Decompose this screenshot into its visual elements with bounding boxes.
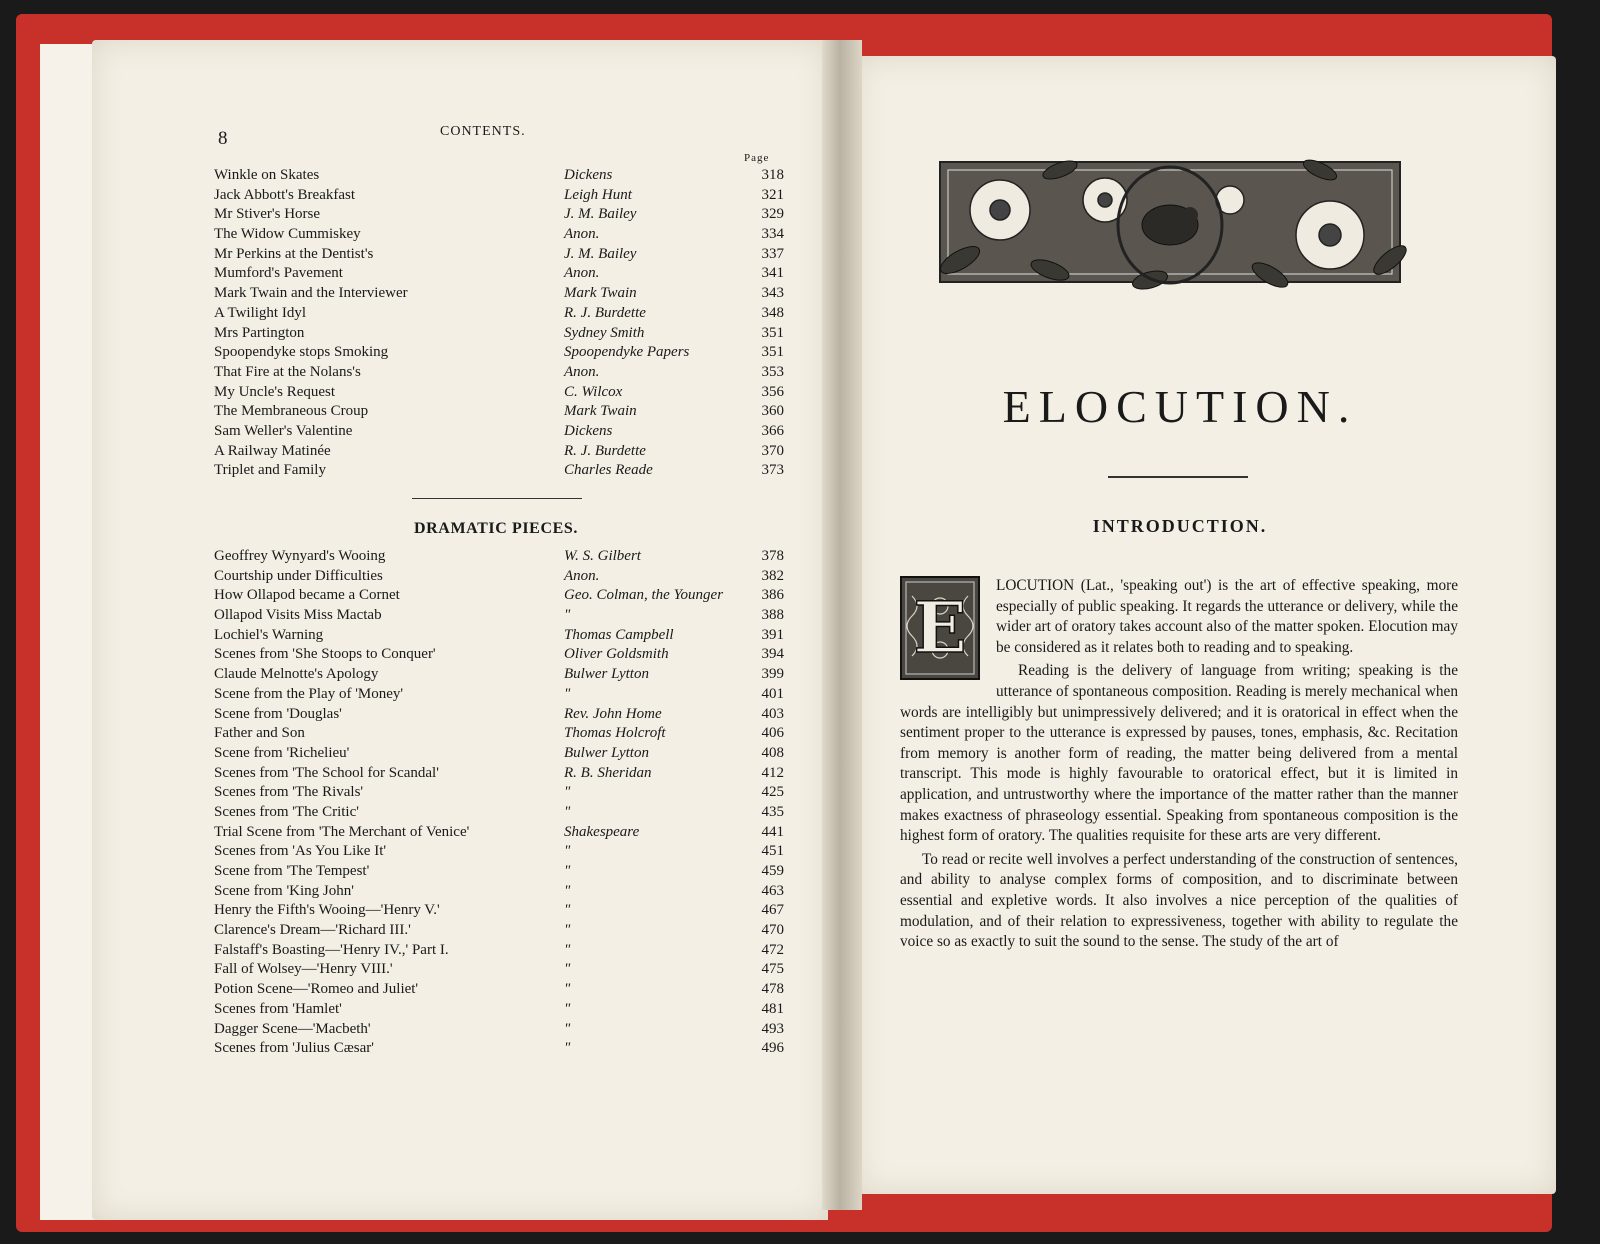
toc-entry-page: 493 xyxy=(761,1020,784,1037)
toc-entry xyxy=(214,784,784,804)
paragraph-3: To read or recite well involves a perfect understanding of the construction of sentences, and ability to analyse complex forms of composition, and to discriminate between essential and expletive words. It also involves a nice perception of the qualities of modulation, and of their relation to expressiveness, together with ability to regulate the voice so as exactly to suit the sound to the sense. The study of the art of xyxy=(900,850,1458,951)
toc-entry-author: " xyxy=(564,843,571,860)
toc-entry-page: 425 xyxy=(761,784,784,801)
toc-entry-title: Dagger Scene—'Macbeth' xyxy=(214,1020,371,1037)
toc-entry-author: Bulwer Lytton xyxy=(564,744,649,761)
toc-entry xyxy=(214,206,784,226)
toc-entry-title: Clarence's Dream—'Richard III.' xyxy=(214,922,411,939)
toc-entry-title: Scenes from 'The Critic' xyxy=(214,803,359,820)
toc-entry-page: 321 xyxy=(761,186,784,203)
toc-entry xyxy=(214,325,784,345)
svg-text:E: E xyxy=(913,586,967,669)
toc-entry xyxy=(214,246,784,266)
toc-entry-page: 370 xyxy=(761,442,784,459)
toc-entry-author: " xyxy=(564,902,571,919)
toc-entry-author: " xyxy=(564,882,571,899)
toc-entry-page: 353 xyxy=(761,363,784,380)
toc-entry xyxy=(214,843,784,863)
toc-entry-page: 435 xyxy=(761,803,784,820)
toc-entry-author: Oliver Goldsmith xyxy=(564,646,669,663)
toc-entry xyxy=(214,167,784,187)
toc-entry-author: Shakespeare xyxy=(564,823,640,840)
toc-entry-title: Mark Twain and the Interviewer xyxy=(214,285,408,302)
toc-entry-page: 351 xyxy=(761,324,784,341)
toc-entry xyxy=(214,804,784,824)
toc-entry xyxy=(214,706,784,726)
toc-entry-page: 318 xyxy=(761,167,784,183)
toc-entry-author: " xyxy=(564,784,571,801)
toc-entry xyxy=(214,1001,784,1021)
toc-entry-page: 406 xyxy=(761,725,784,742)
toc-entry-title: Trial Scene from 'The Merchant of Venice' xyxy=(214,823,470,840)
toc-entry-title: Spoopendyke stops Smoking xyxy=(214,344,389,361)
toc-entry-author: Spoopendyke Papers xyxy=(564,344,690,361)
toc-entry-title: Fall of Wolsey—'Henry VIII.' xyxy=(214,961,393,978)
toc-entry xyxy=(214,587,784,607)
toc-entry-author: Thomas Holcroft xyxy=(564,725,666,742)
toc-entry-page: 386 xyxy=(761,587,784,604)
toc-entry xyxy=(214,686,784,706)
toc-entry-author: Mark Twain xyxy=(564,285,637,302)
toc-entry-page: 478 xyxy=(761,981,784,998)
toc-entry-author: C. Wilcox xyxy=(564,383,623,400)
toc-entry-title: Mrs Partington xyxy=(214,324,305,341)
toc-entry xyxy=(214,666,784,686)
drop-cap-ornament xyxy=(900,576,980,680)
toc-entry-page: 403 xyxy=(761,705,784,722)
toc-entry-page: 341 xyxy=(761,265,784,282)
toc-entry xyxy=(214,403,784,423)
toc-entry-author: R. J. Burdette xyxy=(564,442,646,459)
toc-entry-author: " xyxy=(564,1040,571,1057)
toc-entry-title: Triplet and Family xyxy=(214,462,326,479)
paragraph-1: LOCUTION (Lat., 'speaking out') is the art of effective speaking, more especially of public speaking. It regards the utterance or delivery, while the wider art of oratory takes account also of the matter spoken. Elocution may be considered as it relates both to reading and to speaking. xyxy=(996,577,1458,656)
toc-entry-page: 329 xyxy=(761,206,784,223)
toc-entry xyxy=(214,922,784,942)
toc-entry-author: J. M. Bailey xyxy=(564,245,637,262)
toc-entry-page: 366 xyxy=(761,422,784,439)
toc-entry-title: Scenes from 'As You Like It' xyxy=(214,843,387,860)
toc-entry-page: 481 xyxy=(761,1000,784,1017)
toc-entry-author: J. M. Bailey xyxy=(564,206,637,223)
toc-entry-author: Dickens xyxy=(564,167,613,183)
toc-entry-author: " xyxy=(564,685,571,702)
toc-entry-title: How Ollapod became a Cornet xyxy=(214,587,400,604)
toc-entry-title: Scene from 'King John' xyxy=(214,882,354,899)
toc-entry-page: 408 xyxy=(761,744,784,761)
toc-entry-title: Ollapod Visits Miss Mactab xyxy=(214,607,382,624)
toc-entry-page: 337 xyxy=(761,245,784,262)
toc-entry-page: 356 xyxy=(761,383,784,400)
toc-entry-title: Mr Perkins at the Dentist's xyxy=(214,245,374,262)
toc-entry-title: Scene from 'The Tempest' xyxy=(214,863,370,879)
toc-entry-page: 360 xyxy=(761,403,784,420)
toc-entry-title: A Twilight Idyl xyxy=(214,304,307,321)
toc-entry-title: Lochiel's Warning xyxy=(214,626,324,643)
toc-entry-author: " xyxy=(564,981,571,998)
toc-entry-author: Leigh Hunt xyxy=(564,186,632,203)
toc-entry-title: Father and Son xyxy=(214,725,305,742)
toc-entry xyxy=(214,627,784,647)
toc-entry-page: 394 xyxy=(761,646,784,663)
toc-entry-title: The Membraneous Croup xyxy=(214,403,369,420)
book-gutter xyxy=(822,40,862,1210)
contents-list-dramatic xyxy=(214,548,784,1060)
section-divider xyxy=(412,498,582,499)
toc-entry xyxy=(214,646,784,666)
chapter-title: ELOCUTION. xyxy=(1002,381,1358,432)
title-rule xyxy=(1108,476,1248,478)
toc-entry-author: " xyxy=(564,961,571,978)
toc-entry-title: Scenes from 'The Rivals' xyxy=(214,784,364,801)
toc-entry xyxy=(214,568,784,588)
toc-entry-page: 399 xyxy=(761,666,784,683)
toc-entry xyxy=(214,187,784,207)
toc-entry-page: 348 xyxy=(761,304,784,321)
toc-entry-title: My Uncle's Request xyxy=(214,383,336,400)
toc-entry xyxy=(214,285,784,305)
toc-entry xyxy=(214,942,784,962)
page-column-label: Page xyxy=(744,152,770,164)
toc-entry-page: 441 xyxy=(761,823,784,840)
toc-entry-title: Falstaff's Boasting—'Henry IV.,' Part I. xyxy=(214,941,449,958)
toc-entry xyxy=(214,745,784,765)
toc-entry-page: 472 xyxy=(761,941,784,958)
toc-entry-author: Bulwer Lytton xyxy=(564,666,649,683)
toc-entry-title: Scenes from 'She Stoops to Conquer' xyxy=(214,646,436,663)
toc-entry-title: The Widow Cummiskey xyxy=(214,226,361,243)
toc-entry xyxy=(214,961,784,981)
toc-entry-author: Anon. xyxy=(564,363,600,380)
toc-entry-page: 467 xyxy=(761,902,784,919)
toc-entry-page: 459 xyxy=(761,863,784,879)
toc-entry-page: 401 xyxy=(761,685,784,702)
toc-entry xyxy=(214,883,784,903)
toc-entry xyxy=(214,824,784,844)
toc-entry-title: Sam Weller's Valentine xyxy=(214,422,353,439)
toc-entry-title: Mumford's Pavement xyxy=(214,265,343,282)
toc-entry xyxy=(214,384,784,404)
section-title: DRAMATIC PIECES. xyxy=(414,520,578,537)
toc-entry-author: Anon. xyxy=(564,567,600,584)
toc-entry-page: 378 xyxy=(761,548,784,564)
toc-entry-title: Scenes from 'Julius Cæsar' xyxy=(214,1040,374,1057)
toc-entry-page: 382 xyxy=(761,567,784,584)
toc-entry-title: That Fire at the Nolans's xyxy=(214,363,361,380)
toc-entry-author: Thomas Campbell xyxy=(564,626,674,643)
toc-entry-author: Sydney Smith xyxy=(564,324,645,341)
toc-entry-page: 334 xyxy=(761,226,784,243)
toc-entry xyxy=(214,364,784,384)
floral-ornament-banner xyxy=(930,150,1410,310)
toc-entry xyxy=(214,981,784,1001)
page-number: 8 xyxy=(218,128,228,149)
toc-entry-author: Mark Twain xyxy=(564,403,637,420)
toc-entry-author: " xyxy=(564,803,571,820)
toc-entry-author: Dickens xyxy=(564,422,613,439)
toc-entry-author: " xyxy=(564,863,571,879)
toc-entry xyxy=(214,607,784,627)
toc-entry-author: R. B. Sheridan xyxy=(564,764,652,781)
toc-entry-title: Geoffrey Wynyard's Wooing xyxy=(214,548,386,564)
toc-entry xyxy=(214,305,784,325)
toc-entry xyxy=(214,226,784,246)
toc-entry xyxy=(214,902,784,922)
toc-entry xyxy=(214,344,784,364)
toc-entry-page: 351 xyxy=(761,344,784,361)
toc-entry-title: A Railway Matinée xyxy=(214,442,331,459)
running-header: CONTENTS. xyxy=(440,124,526,139)
toc-entry-author: W. S. Gilbert xyxy=(564,548,641,564)
toc-entry-page: 463 xyxy=(761,882,784,899)
toc-entry-title: Scene from 'Douglas' xyxy=(214,705,342,722)
toc-entry-page: 451 xyxy=(761,843,784,860)
toc-entry-author: " xyxy=(564,607,571,624)
toc-entry-title: Winkle on Skates xyxy=(214,167,320,183)
toc-entry-author: R. J. Burdette xyxy=(564,304,646,321)
toc-entry xyxy=(214,765,784,785)
body-text xyxy=(900,576,1458,956)
toc-entry-author: " xyxy=(564,1020,571,1037)
toc-entry-page: 496 xyxy=(761,1040,784,1057)
toc-entry xyxy=(214,1021,784,1041)
toc-entry-title: Scene from 'Richelieu' xyxy=(214,744,350,761)
toc-entry-author: Rev. John Home xyxy=(564,705,662,722)
toc-entry-author: " xyxy=(564,1000,571,1017)
toc-entry-author: Anon. xyxy=(564,226,600,243)
toc-entry xyxy=(214,265,784,285)
toc-entry-page: 388 xyxy=(761,607,784,624)
contents-list-humorous xyxy=(214,167,784,482)
toc-entry-page: 470 xyxy=(761,922,784,939)
toc-entry-page: 475 xyxy=(761,961,784,978)
toc-entry-page: 412 xyxy=(761,764,784,781)
toc-entry-author: Charles Reade xyxy=(564,462,653,479)
chapter-subtitle: INTRODUCTION. xyxy=(1092,516,1268,536)
toc-entry-page: 343 xyxy=(761,285,784,302)
toc-entry-title: Jack Abbott's Breakfast xyxy=(214,186,356,203)
paragraph-2: Reading is the delivery of language from writing; speaking is the utterance of spontaneous composition. Reading is merely mechanical when words are intelligibly but unimpressively delivered; and it is oratorical in effect when the sentiment proper to the utterance is expressed by pauses, tones, emphasis, &c. Recitation from memory is another form of reading, the matter being delivered from a mental transcript. This mode is highly favourable to oratorical effect, but it is limited in application, and untrustworthy where the importance of the matter rather than the manner makes exactness of phraseology essential. Speaking from spontaneous composition is the highest form of oratory. The qualities requisite for these arts are very different. xyxy=(900,662,1458,845)
toc-entry-title: Claude Melnotte's Apology xyxy=(214,666,379,683)
toc-entry-page: 391 xyxy=(761,626,784,643)
toc-entry xyxy=(214,423,784,443)
toc-entry xyxy=(214,462,784,482)
toc-entry-author: " xyxy=(564,922,571,939)
toc-entry-author: Anon. xyxy=(564,265,600,282)
toc-entry-title: Scenes from 'Hamlet' xyxy=(214,1000,342,1017)
toc-entry xyxy=(214,863,784,883)
toc-entry xyxy=(214,725,784,745)
toc-entry-author: " xyxy=(564,941,571,958)
toc-entry-title: Potion Scene—'Romeo and Juliet' xyxy=(214,981,419,998)
toc-entry-title: Courtship under Difficulties xyxy=(214,567,383,584)
toc-entry-title: Henry the Fifth's Wooing—'Henry V.' xyxy=(214,902,440,919)
toc-entry-title: Mr Stiver's Horse xyxy=(214,206,321,223)
toc-entry-title: Scene from the Play of 'Money' xyxy=(214,685,404,702)
toc-entry xyxy=(214,548,784,568)
toc-entry xyxy=(214,1040,784,1060)
toc-entry-page: 373 xyxy=(761,462,784,479)
toc-entry-title: Scenes from 'The School for Scandal' xyxy=(214,764,439,781)
toc-entry xyxy=(214,443,784,463)
toc-entry-author: Geo. Colman, the Younger xyxy=(564,587,724,604)
